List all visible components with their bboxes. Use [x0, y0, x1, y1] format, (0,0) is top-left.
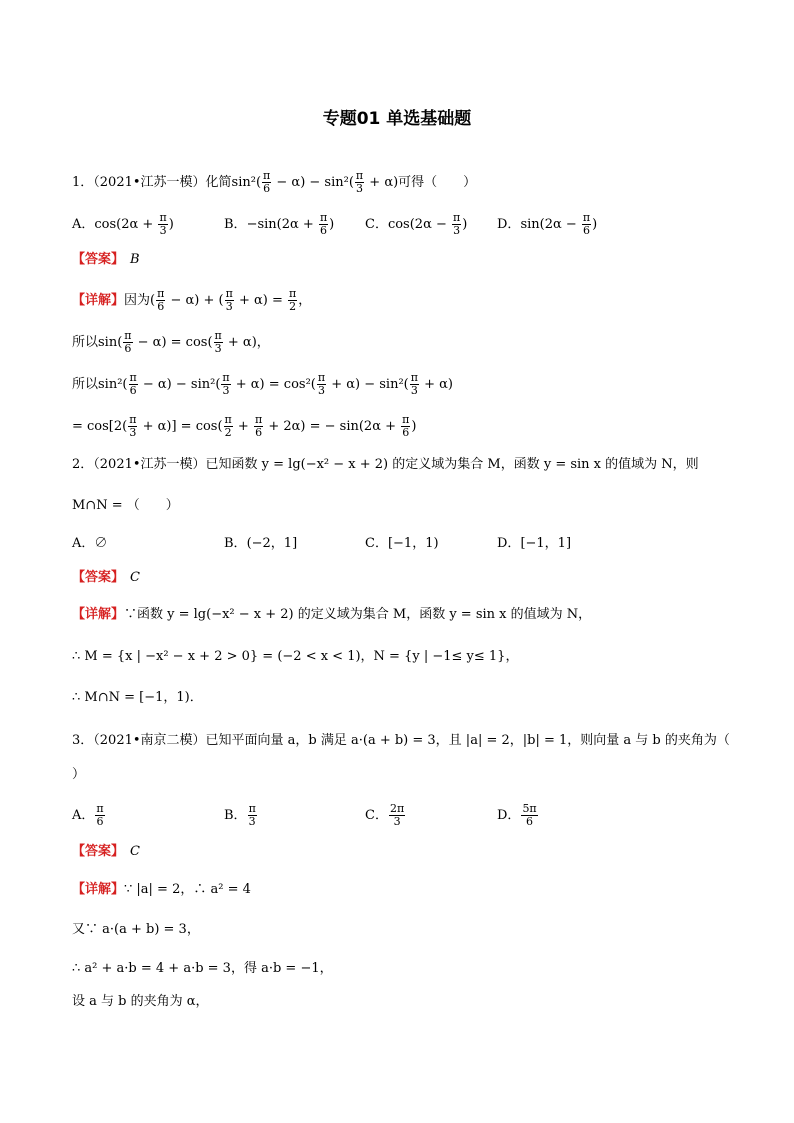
q1-expr-a: sin²( [231, 175, 262, 190]
option-letter: B． [224, 217, 247, 232]
detail-frac [214, 330, 223, 355]
frac-num: π [288, 287, 297, 300]
option-post: ) [168, 217, 174, 232]
option-text: [−1，1] [520, 536, 572, 551]
option-letter: C． [365, 808, 388, 823]
option-post: ) [592, 217, 598, 232]
answer-label: 【答案】 [72, 570, 125, 585]
q1-detail-1 [72, 288, 311, 313]
option-frac [582, 212, 591, 237]
detail-frac [221, 372, 230, 397]
option-letter: D． [497, 217, 521, 232]
frac-num: π [317, 371, 326, 384]
option-letter: D． [497, 808, 521, 823]
detail-frac [225, 288, 234, 313]
detail-text: 所以sin²( [72, 377, 128, 392]
detail-text: ) [411, 419, 417, 434]
frac-den: 2 [289, 300, 297, 313]
detail-text: + α) − sin²( [327, 377, 409, 392]
detail-text: + α)， [223, 335, 270, 350]
detail-label: 【详解】 [72, 882, 125, 897]
detail-text: 因为( [124, 293, 156, 308]
q1-frac-2-den: 3 [356, 182, 364, 195]
detail-frac [129, 372, 138, 397]
q3-detail-3: ∴ a² + a·b = 4 + a·b = 3，得 a·b = −1， [72, 961, 333, 976]
detail-frac [156, 288, 165, 313]
detail-frac [401, 414, 410, 439]
frac-den: 6 [129, 384, 137, 397]
option-post: ) [329, 217, 335, 232]
q2-detail-1 [72, 605, 591, 625]
frac-num: π [225, 287, 233, 300]
frac-num: π [254, 413, 263, 426]
q3-option-c[interactable] [365, 803, 406, 828]
option-post: ) [462, 217, 468, 232]
option-frac-num: π [159, 211, 167, 224]
answer-label: 【答案】 [72, 844, 125, 859]
frac-num: π [222, 371, 230, 384]
detail-frac [128, 414, 137, 439]
q3-detail-2: 又∵ a·(a + b) = 3， [72, 922, 200, 937]
frac-num: π [402, 413, 410, 426]
option-letter: B． [224, 808, 247, 823]
detail-text: + α) [419, 377, 453, 392]
frac-den: 6 [157, 300, 165, 313]
detail-text: ， [298, 293, 312, 308]
option-letter: C． [365, 536, 388, 551]
option-frac-den: 3 [453, 224, 461, 237]
detail-text: = cos[2( [72, 419, 128, 434]
option-frac [95, 803, 104, 828]
option-frac-den: 6 [526, 815, 534, 828]
q1-option-c[interactable] [365, 212, 467, 237]
option-frac [389, 803, 405, 828]
q1-frac-2-num: π [355, 169, 364, 182]
q1-option-a[interactable] [72, 212, 174, 237]
frac-den: 3 [410, 384, 418, 397]
answer-label: 【答案】 [72, 252, 125, 267]
option-letter: D． [497, 536, 521, 551]
detail-label: 【详解】 [72, 607, 125, 622]
detail-frac [288, 288, 297, 313]
frac-den: 2 [224, 426, 232, 439]
q3-stem-cont: ） [72, 767, 86, 782]
q2-option-d[interactable] [497, 534, 571, 554]
q3-option-a[interactable] [72, 803, 106, 828]
q3-option-b[interactable] [224, 803, 258, 828]
detail-text: + α) = cos²( [231, 377, 316, 392]
option-frac-den: 3 [393, 815, 401, 828]
option-frac [452, 212, 461, 237]
option-pre: cos(2α − [387, 217, 452, 232]
option-frac-num: 2π [389, 802, 405, 815]
frac-den: 3 [214, 342, 222, 355]
frac-num: π [214, 329, 222, 342]
answer-value: B [130, 252, 140, 267]
option-frac-den: 3 [159, 224, 167, 237]
answer-value: C [130, 570, 140, 585]
option-frac-den: 6 [320, 224, 328, 237]
q1-stem-suffix: 可得（ ） [398, 175, 477, 190]
option-frac-num: π [248, 802, 256, 815]
option-text: ∅ [94, 536, 108, 551]
detail-text: − α) − sin²( [138, 377, 221, 392]
detail-text: + 2α) = − sin(2α + [264, 419, 401, 434]
q2-option-a[interactable] [72, 534, 107, 554]
detail-text: + α) = [234, 293, 287, 308]
q3-detail-1 [72, 880, 251, 900]
frac-num: π [410, 371, 418, 384]
option-frac [248, 803, 257, 828]
option-frac-num: π [453, 211, 461, 224]
detail-text: ∵ |a| = 2，∴ a² = 4 [124, 882, 251, 897]
frac-den: 6 [255, 426, 263, 439]
detail-text: + [233, 419, 253, 434]
detail-frac [224, 414, 233, 439]
detail-frac [317, 372, 326, 397]
q1-frac-1-den: 6 [263, 182, 271, 195]
page-title: 专题01 单选基础题 [322, 109, 472, 129]
option-frac-den: 3 [248, 815, 256, 828]
q3-detail-4: 设 a 与 b 的夹角为 α， [72, 994, 209, 1009]
option-frac-num: π [96, 802, 104, 815]
q2-stem-cont: M∩N = （ ） [72, 498, 179, 513]
frac-num: π [124, 329, 132, 342]
detail-text: + α)] = cos( [138, 419, 223, 434]
q2-detail-3: ∴ M∩N = [−1，1)． [72, 690, 203, 705]
option-pre: cos(2α + [94, 217, 158, 232]
frac-den: 3 [317, 384, 325, 397]
q1-stem [72, 170, 476, 195]
detail-frac [254, 414, 263, 439]
q1-stem-prefix: 1．（2021•江苏一模）化简 [72, 175, 232, 190]
option-frac [158, 212, 167, 237]
option-frac-den: 6 [583, 224, 591, 237]
option-letter: A． [72, 808, 95, 823]
option-letter: C． [365, 217, 388, 232]
option-letter: A． [72, 536, 95, 551]
answer-value: C [130, 844, 140, 859]
option-frac-num: π [319, 211, 328, 224]
detail-frac [410, 372, 419, 397]
q1-frac-1-num: π [263, 169, 271, 182]
frac-den: 3 [129, 426, 137, 439]
q2-detail-2: ∴ M = {x | −x² − x + 2 > 0} = (−2 < x < 1)，N = {y | −1≤ y≤ 1}， [72, 649, 519, 664]
q2-answer [72, 568, 140, 588]
option-frac-den: 6 [96, 815, 104, 828]
q2-option-c[interactable] [365, 534, 439, 554]
frac-den: 3 [222, 384, 230, 397]
q1-expr-c: + α) [365, 175, 399, 190]
frac-den: 6 [124, 342, 132, 355]
q1-detail-2 [72, 330, 270, 355]
frac-num: π [224, 413, 232, 426]
detail-text: − α) = cos( [133, 335, 213, 350]
frac-num: π [129, 413, 137, 426]
q1-detail-4 [72, 414, 416, 439]
option-frac [319, 212, 328, 237]
q2-stem: 2．（2021•江苏一模）已知函数 y = lg(−x² − x + 2) 的定义域为集合 M，函数 y = sin x 的值域为 N，则 [72, 457, 699, 472]
detail-text: − α) + ( [166, 293, 224, 308]
detail-text: ∵函数 y = lg(−x² − x + 2) 的定义域为集合 M，函数 y = sin x 的值域为 N， [124, 607, 592, 622]
detail-frac [123, 330, 132, 355]
option-text: [−1，1) [387, 536, 439, 551]
q1-frac-1 [262, 170, 271, 195]
frac-den: 3 [225, 300, 233, 313]
q3-stem: 3．（2021•南京二模）已知平面向量 a，b 满足 a·(a + b) = 3，且 |a| = 2，|b| = 1，则向量 a 与 b 的夹角为（ [72, 733, 730, 748]
detail-label: 【详解】 [72, 293, 125, 308]
q1-option-b[interactable] [224, 212, 334, 237]
q1-option-d[interactable] [497, 212, 597, 237]
option-frac-num: π [582, 211, 591, 224]
frac-num: π [157, 287, 165, 300]
frac-num: π [129, 371, 137, 384]
option-pre: sin(2α − [520, 217, 581, 232]
q1-expr-b: − α) − sin²( [272, 175, 354, 190]
q1-answer [72, 250, 140, 270]
q3-answer [72, 842, 140, 862]
q3-option-d[interactable] [497, 803, 539, 828]
q1-detail-3 [72, 372, 453, 397]
option-frac [521, 803, 537, 828]
option-letter: A． [72, 217, 95, 232]
detail-text: 所以sin( [72, 335, 123, 350]
option-text: (−2，1] [246, 536, 298, 551]
option-letter: B． [224, 536, 247, 551]
option-pre: −sin(2α + [246, 217, 318, 232]
q1-frac-2 [355, 170, 364, 195]
q2-option-b[interactable] [224, 534, 297, 554]
option-frac-num: 5π [522, 802, 537, 815]
frac-den: 6 [402, 426, 410, 439]
